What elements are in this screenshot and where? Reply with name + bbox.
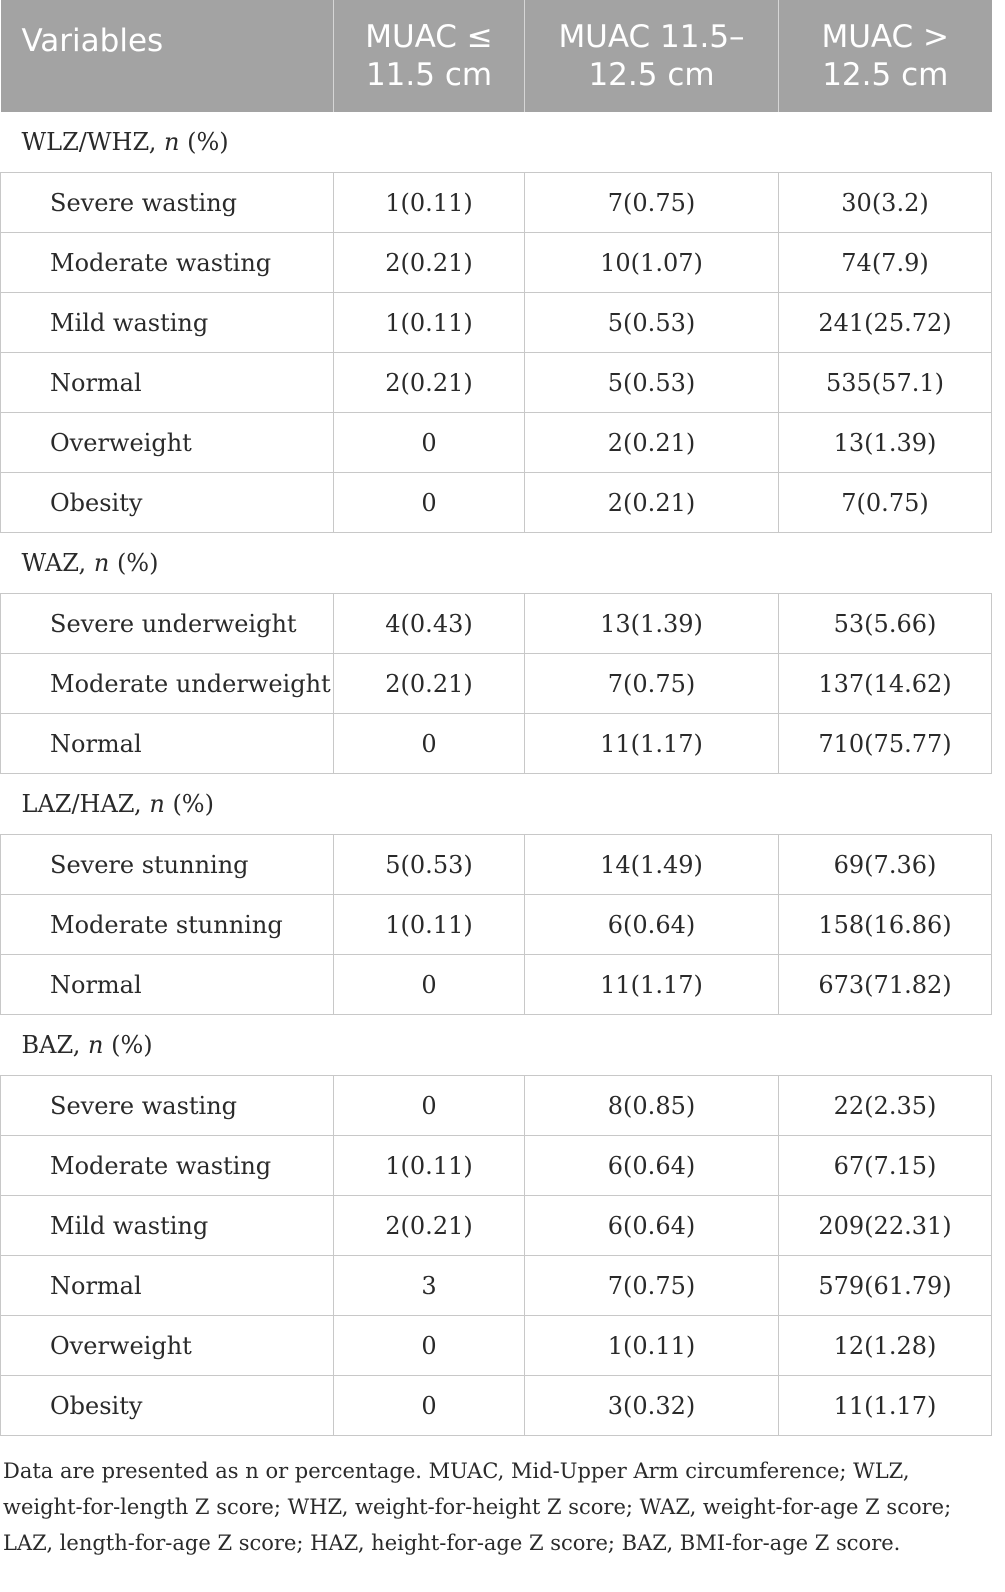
table-row <box>1 1076 992 1136</box>
row-value: 209(22.31) <box>779 1196 992 1256</box>
row-value: 14(1.49) <box>525 835 779 895</box>
row-label: Normal <box>1 714 334 774</box>
group-percent: (%) <box>172 790 214 818</box>
header-muac-high-line2: 12.5 cm <box>822 57 949 93</box>
header-row <box>1 0 992 112</box>
table-row <box>1 654 992 714</box>
table-row <box>1 594 992 654</box>
row-value: 53(5.66) <box>779 594 992 654</box>
row-label: Severe wasting <box>1 1076 334 1136</box>
group-row <box>1 112 992 173</box>
row-label: Obesity <box>1 1376 334 1436</box>
row-label: Severe wasting <box>1 173 334 233</box>
row-value: 2(0.21) <box>334 1196 525 1256</box>
group-label: WAZ, <box>21 549 87 577</box>
table-row <box>1 293 992 353</box>
row-value: 0 <box>334 413 525 473</box>
row-value: 2(0.21) <box>334 233 525 293</box>
row-value: 158(16.86) <box>779 895 992 955</box>
group-n-italic: n <box>149 790 165 818</box>
row-value: 5(0.53) <box>525 353 779 413</box>
table-row <box>1 1256 992 1316</box>
row-label: Moderate wasting <box>1 233 334 293</box>
row-value: 10(1.07) <box>525 233 779 293</box>
row-value: 6(0.64) <box>525 1136 779 1196</box>
group-label-cell <box>1 533 992 594</box>
row-label: Obesity <box>1 473 334 533</box>
row-value: 8(0.85) <box>525 1076 779 1136</box>
row-value: 1(0.11) <box>525 1316 779 1376</box>
group-label-cell <box>1 774 992 835</box>
row-value: 22(2.35) <box>779 1076 992 1136</box>
header-muac-mid-line2: 12.5 cm <box>588 57 715 93</box>
group-percent: (%) <box>116 549 159 577</box>
row-label: Normal <box>1 1256 334 1316</box>
table-row <box>1 895 992 955</box>
table-row <box>1 233 992 293</box>
row-value: 0 <box>334 473 525 533</box>
table-row <box>1 173 992 233</box>
row-label: Severe underweight <box>1 594 334 654</box>
group-row <box>1 774 992 835</box>
group-row <box>1 533 992 594</box>
header-muac-low-line1: MUAC ≤ <box>365 19 493 55</box>
row-label: Normal <box>1 955 334 1015</box>
table-row <box>1 1136 992 1196</box>
group-percent: (%) <box>111 1031 153 1059</box>
header-muac-low-line2: 11.5 cm <box>365 57 493 93</box>
row-value: 7(0.75) <box>525 654 779 714</box>
group-n-italic: n <box>88 1031 104 1059</box>
group-row <box>1 1015 992 1076</box>
row-value: 1(0.11) <box>334 1136 525 1196</box>
row-label: Overweight <box>1 413 334 473</box>
row-value: 0 <box>334 1376 525 1436</box>
row-value: 7(0.75) <box>525 173 779 233</box>
table-row <box>1 473 992 533</box>
header-muac-high <box>779 0 992 112</box>
table-row <box>1 353 992 413</box>
row-label: Moderate stunning <box>1 895 334 955</box>
group-label-cell <box>1 112 992 173</box>
row-label: Moderate underweight <box>1 654 334 714</box>
row-value: 13(1.39) <box>779 413 992 473</box>
row-label: Severe stunning <box>1 835 334 895</box>
row-value: 6(0.64) <box>525 895 779 955</box>
row-value: 11(1.17) <box>779 1376 992 1436</box>
row-value: 11(1.17) <box>525 714 779 774</box>
footnote-line: LAZ, length-for-age Z score; HAZ, height-for-age Z score; BAZ, BMI-for-age Z score. <box>3 1531 901 1555</box>
table-row <box>1 955 992 1015</box>
table-row <box>1 1316 992 1376</box>
header-variables-label: Variables <box>21 23 164 59</box>
group-percent: (%) <box>187 128 229 156</box>
table-footnote <box>3 1453 993 1561</box>
group-n-italic: n <box>93 549 110 577</box>
row-value: 3(0.32) <box>525 1376 779 1436</box>
row-value: 1(0.11) <box>334 293 525 353</box>
row-value: 7(0.75) <box>525 1256 779 1316</box>
group-label: LAZ/HAZ, <box>21 790 142 818</box>
group-n-italic: n <box>164 128 180 156</box>
row-value: 241(25.72) <box>779 293 992 353</box>
row-value: 5(0.53) <box>334 835 525 895</box>
row-value: 30(3.2) <box>779 173 992 233</box>
header-muac-high-line1: MUAC > <box>821 19 950 55</box>
row-value: 4(0.43) <box>334 594 525 654</box>
row-value: 710(75.77) <box>779 714 992 774</box>
row-value: 7(0.75) <box>779 473 992 533</box>
row-value: 6(0.64) <box>525 1196 779 1256</box>
row-value: 0 <box>334 955 525 1015</box>
footnote-line: Data are presented as n or percentage. MUAC, Mid-Upper Arm circumference; WLZ, <box>3 1459 910 1483</box>
row-label: Overweight <box>1 1316 334 1376</box>
row-value: 1(0.11) <box>334 895 525 955</box>
row-value: 2(0.21) <box>525 473 779 533</box>
footnote-line: weight-for-length Z score; WHZ, weight-for-height Z score; WAZ, weight-for-age Z score; <box>3 1495 952 1519</box>
row-value: 69(7.36) <box>779 835 992 895</box>
table-row <box>1 413 992 473</box>
table-row <box>1 714 992 774</box>
row-value: 673(71.82) <box>779 955 992 1015</box>
table-body <box>1 112 992 1436</box>
row-label: Mild wasting <box>1 293 334 353</box>
header-muac-low <box>334 0 525 112</box>
table-header <box>1 0 992 112</box>
row-label: Normal <box>1 353 334 413</box>
row-value: 137(14.62) <box>779 654 992 714</box>
row-value: 2(0.21) <box>334 353 525 413</box>
header-muac-mid <box>525 0 779 112</box>
row-label: Mild wasting <box>1 1196 334 1256</box>
header-muac-mid-line1: MUAC 11.5– <box>558 19 745 55</box>
row-value: 11(1.17) <box>525 955 779 1015</box>
row-value: 74(7.9) <box>779 233 992 293</box>
row-label: Moderate wasting <box>1 1136 334 1196</box>
row-value: 0 <box>334 714 525 774</box>
row-value: 67(7.15) <box>779 1136 992 1196</box>
table-row <box>1 1376 992 1436</box>
row-value: 0 <box>334 1316 525 1376</box>
row-value: 5(0.53) <box>525 293 779 353</box>
group-label: BAZ, <box>21 1031 81 1059</box>
row-value: 1(0.11) <box>334 173 525 233</box>
row-value: 579(61.79) <box>779 1256 992 1316</box>
row-value: 535(57.1) <box>779 353 992 413</box>
table-row <box>1 1196 992 1256</box>
row-value: 2(0.21) <box>334 654 525 714</box>
row-value: 3 <box>334 1256 525 1316</box>
group-label: WLZ/WHZ, <box>21 128 157 156</box>
group-label-cell <box>1 1015 992 1076</box>
row-value: 13(1.39) <box>525 594 779 654</box>
header-variables <box>1 0 334 112</box>
row-value: 2(0.21) <box>525 413 779 473</box>
row-value: 12(1.28) <box>779 1316 992 1376</box>
row-value: 0 <box>334 1076 525 1136</box>
table-row <box>1 835 992 895</box>
